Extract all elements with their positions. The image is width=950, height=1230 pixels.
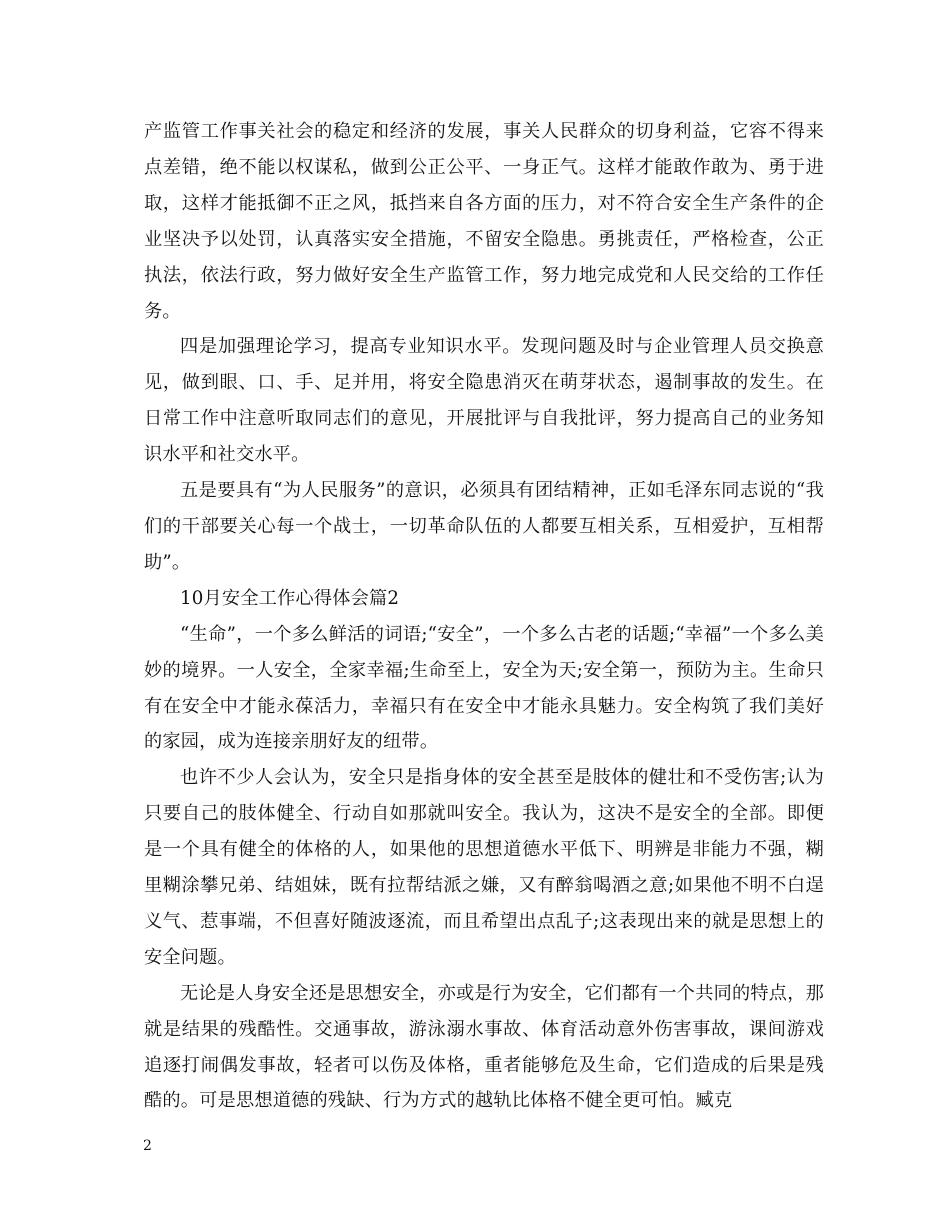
paragraph-consequences: 无论是人身安全还是思想安全，亦或是行为安全，它们都有一个共同的特点，那就是结果的残酷性。交通事故，游泳溺水事故、体育活动意外伤害事故，课间游戏追逐打闹偶发事故，轻者可以伤及体格，重者能够危及生命，它们造成的后果是残酷的。可是思想道德的残缺、行为方式的越轨比体格不健全更可怕。臧克	[144, 982, 824, 1112]
paragraph-point-four: 四是加强理论学习，提高专业知识水平。发现问题及时与企业管理人员交换意见，做到眼、口、手、足并用，将安全隐患消灭在萌芽状态，遏制事故的发生。在日常工作中注意听取同志们的意见，开展批评与自我批评，努力提高自己的业务知识水平和社交水平。	[144, 336, 824, 466]
paragraph-life-safety: “生命”，一个多么鲜活的词语;“安全”，一个多么古老的话题;“幸福”一个多么美妙的境界。一人安全，全家幸福;生命至上，安全为天;安全第一，预防为主。生命只有在安全中才能永葆活力，幸福只有在安全中才能永具魅力。安全构筑了我们美好的家园，成为连接亲朋好友的纽带。	[144, 623, 824, 753]
page-number: 2	[143, 1138, 152, 1154]
section-heading: 10月安全工作心得体会篇2	[180, 587, 400, 609]
paragraph-point-five: 五是要具有“为人民服务”的意识，必须具有团结精神，正如毛泽东同志说的“我们的干部要关心每一个战士，一切革命队伍的人都要互相关系，互相爱护，互相帮助”。	[144, 480, 824, 573]
paragraph-thought-safety: 也许不少人会认为，安全只是指身体的安全甚至是肢体的健壮和不受伤害;认为只要自己的肢体健全、行动自如那就叫安全。我认为，这决不是安全的全部。即便是一个具有健全的体格的人，如果他的思想道德水平低下、明辨是非能力不强，糊里糊涂攀兄弟、结姐妹，既有拉帮结派之嫌，又有醉翁喝酒之意;如果他不明不白逞义气、惹事端，不但喜好随波逐流，而且希望出点乱子;这表现出来的就是思想上的安全问题。	[144, 767, 824, 968]
body-text	[144, 114, 824, 1119]
paragraph-continuation: 产监管工作事关社会的稳定和经济的发展，事关人民群众的切身利益，它容不得来点差错，绝不能以权谋私，做到公正公平、一身正气。这样才能敢作敢为、勇于进取，这样才能抵御不正之风，抵挡来自各方面的压力，对不符合安全生产条件的企业坚决予以处罚，认真落实安全措施，不留安全隐患。勇挑责任，严格检查，公正执法，依法行政，努力做好安全生产监管工作，努力地完成党和人民交给的工作任务。	[144, 121, 824, 322]
